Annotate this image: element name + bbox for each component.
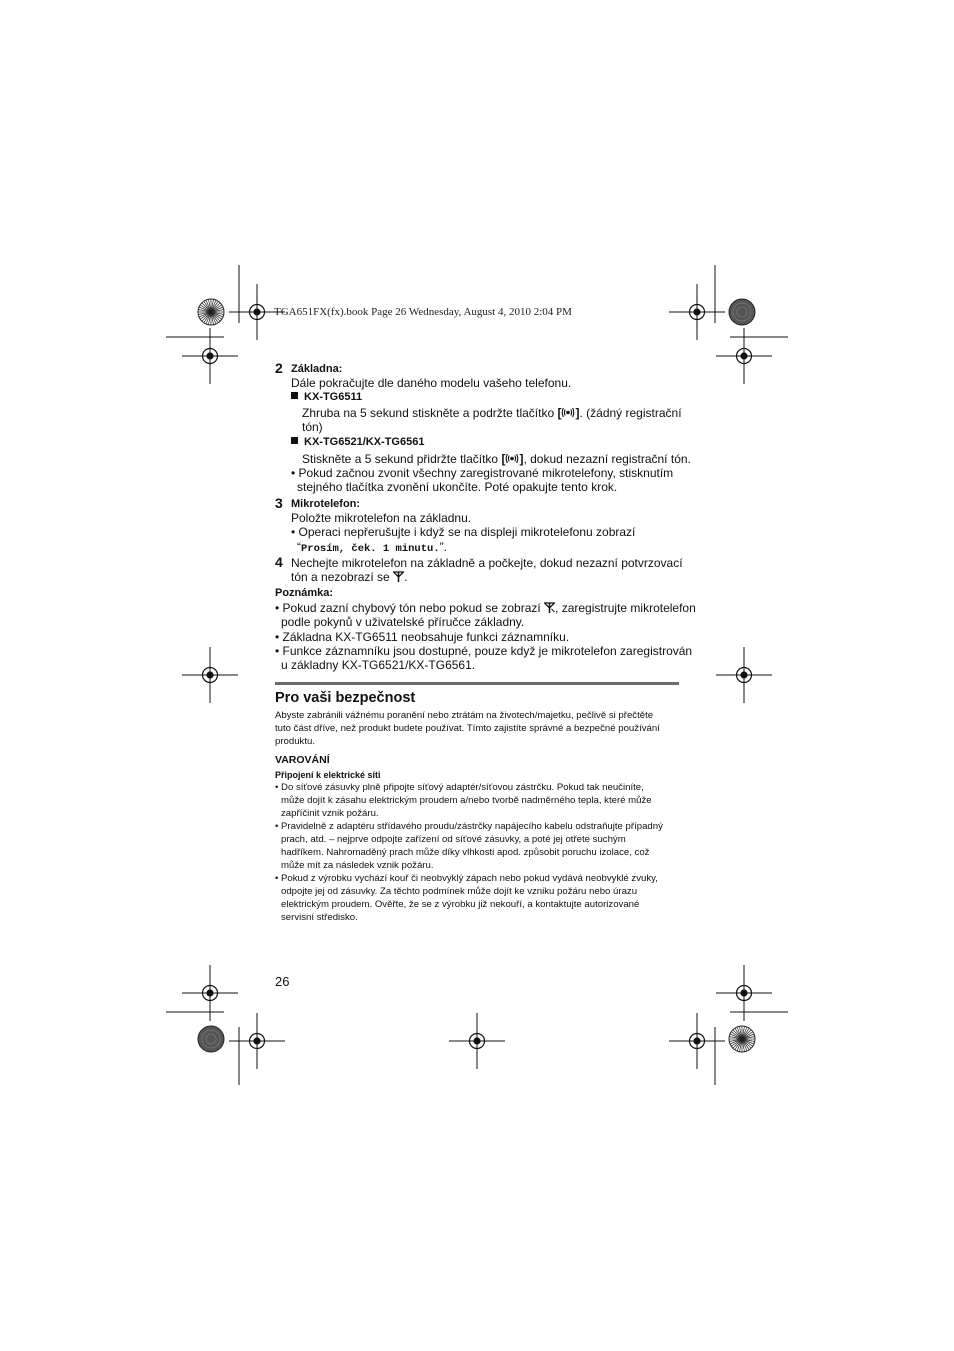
bullet-3-line-3: elektrickým proudem. Ověřte, že se z výrobku již nekouří, a kontaktujte autorizované bbox=[281, 899, 640, 910]
note-line-5: u základny KX-TG6521/KX-TG6561. bbox=[281, 658, 476, 672]
antenna-signal-icon bbox=[393, 571, 404, 582]
page-number: 26 bbox=[275, 974, 290, 989]
note-title: Poznámka: bbox=[275, 587, 334, 599]
model-1-instruction bbox=[302, 406, 682, 420]
square-bullet-icon bbox=[291, 392, 298, 399]
step-2-title: Základna: bbox=[291, 363, 343, 375]
note-line-3: • Základna KX-TG6511 neobsahuje funkci záznamníku. bbox=[275, 630, 570, 644]
step-number-2: 2 bbox=[275, 360, 283, 376]
step-3-note-a: • Operaci nepřerušujte i když se na displeji mikrotelefonu zobrazí bbox=[291, 525, 636, 539]
note-line-1 bbox=[275, 601, 696, 615]
display-quote-close: ”. bbox=[439, 540, 447, 554]
bullet-3-line-1: • Pokud z výrobku vychází kouř či neobvyklý zápach nebo pokud vydává neobvyklé zvuky, bbox=[275, 873, 658, 884]
model-2-text-a: Stiskněte a 5 sekund přidržte tlačítko bbox=[302, 452, 502, 466]
note-line-4: • Funkce záznamníku jsou dostupné, pouze když je mikrotelefon zaregistrován bbox=[275, 644, 693, 658]
bullet-3-line-4: servisní středisko. bbox=[281, 912, 358, 923]
model-heading-kx-tg6521 bbox=[291, 435, 424, 449]
model-2-text-b: , dokud nezazní registrační tón. bbox=[523, 452, 691, 466]
antenna-signal-icon bbox=[544, 602, 555, 613]
book-header: TGA651FX(fx).book Page 26 Wednesday, August 4, 2010 2:04 PM bbox=[274, 306, 572, 318]
step-2-note-b: stejného tlačítka zvonění ukončíte. Poté opakujte tento krok. bbox=[297, 480, 618, 494]
square-bullet-icon bbox=[291, 437, 298, 444]
step-3-text: Položte mikrotelefon na základnu. bbox=[291, 511, 472, 525]
step-4-text-a: Nechejte mikrotelefon na základně a počkejte, dokud nezazní potvrzovací bbox=[291, 556, 683, 570]
bullet-2-line-4: může mít za následek vznik požáru. bbox=[281, 860, 434, 871]
safety-intro-3: produktu. bbox=[275, 736, 316, 747]
section-rule bbox=[275, 682, 679, 685]
step-4-text-b-start: tón a nezobrazí se bbox=[291, 570, 394, 584]
warning-label: VAROVÁNÍ bbox=[275, 754, 330, 766]
intercom-button-icon: [ ] bbox=[501, 452, 524, 466]
display-text: Prosím, ček. 1 minutu. bbox=[301, 543, 440, 555]
step-4-text-b bbox=[291, 570, 407, 584]
step-2-intro: Dále pokračujte dle daného modelu vašeho telefonu. bbox=[291, 376, 572, 390]
model-1-label: KX-TG6511 bbox=[304, 391, 363, 403]
bullet-3-line-2: odpojte jej od zásuvky. Za těchto podmínek může dojít ke vzniku požáru nebo úrazu bbox=[281, 886, 638, 897]
model-1-text-c: tón) bbox=[302, 420, 323, 434]
step-4-text-b-end: . bbox=[404, 570, 408, 584]
power-subheading: Připojení k elektrické síti bbox=[275, 770, 381, 780]
model-2-instruction bbox=[302, 452, 691, 466]
model-heading-kx-tg6511 bbox=[291, 390, 362, 404]
display-quote-open: “ bbox=[297, 540, 301, 554]
bullet-2-line-3: hadříkem. Nahromaděný prach může díky vlhkosti apod. způsobit poruchu izolace, což bbox=[281, 847, 650, 858]
bullet-1-line-2: může dojít k zásahu elektrickým proudem a/nebo tvorbě nadměrného tepla, které může bbox=[281, 795, 652, 806]
section-heading: Pro vaši bezpečnost bbox=[275, 690, 416, 706]
step-number-3: 3 bbox=[275, 495, 283, 511]
bullet-1-line-3: zapříčinit vznik požáru. bbox=[281, 808, 379, 819]
note-line-1b: , zaregistrujte mikrotelefon bbox=[555, 601, 696, 615]
step-3-title: Mikrotelefon: bbox=[291, 498, 361, 510]
step-3-display-line bbox=[297, 540, 447, 556]
bullet-2-line-2: prach, atd. – nejprve odpojte zařízení od síťové zásuvky, a poté jej otřete suchým bbox=[281, 834, 626, 845]
model-1-text-b: . (žádný registrační bbox=[579, 406, 682, 420]
step-number-4: 4 bbox=[275, 554, 283, 570]
bullet-2-line-1: • Pravidelně z adaptéru střídavého proudu/zástrčky napájecího kabelu odstraňujte případný bbox=[275, 821, 663, 832]
bullet-1-line-1: • Do síťové zásuvky plně připojte síťový adaptér/síťovou zástrčku. Pokud tak neučiníte, bbox=[275, 782, 644, 793]
safety-intro-1: Abyste zabránili vážnému poranění nebo ztrátám na životech/majetku, pečlivě si přečtěte bbox=[275, 710, 654, 721]
note-line-1a: • Pokud zazní chybový tón nebo pokud se zobrazí bbox=[275, 601, 545, 615]
safety-intro-2: tuto část dříve, než produkt budete používat. Tímto zajistíte správné a bezpečné používání bbox=[275, 723, 660, 734]
step-2-note-a: • Pokud začnou zvonit všechny zaregistrované mikrotelefony, stisknutím bbox=[291, 466, 674, 480]
model-1-text-a: Zhruba na 5 sekund stiskněte a podržte tlačítko bbox=[302, 406, 558, 420]
note-line-2: podle pokynů v uživatelské příručce základny. bbox=[281, 615, 525, 629]
model-2-label: KX-TG6521/KX-TG6561 bbox=[304, 436, 425, 448]
intercom-button-icon: [ ] bbox=[557, 406, 580, 420]
